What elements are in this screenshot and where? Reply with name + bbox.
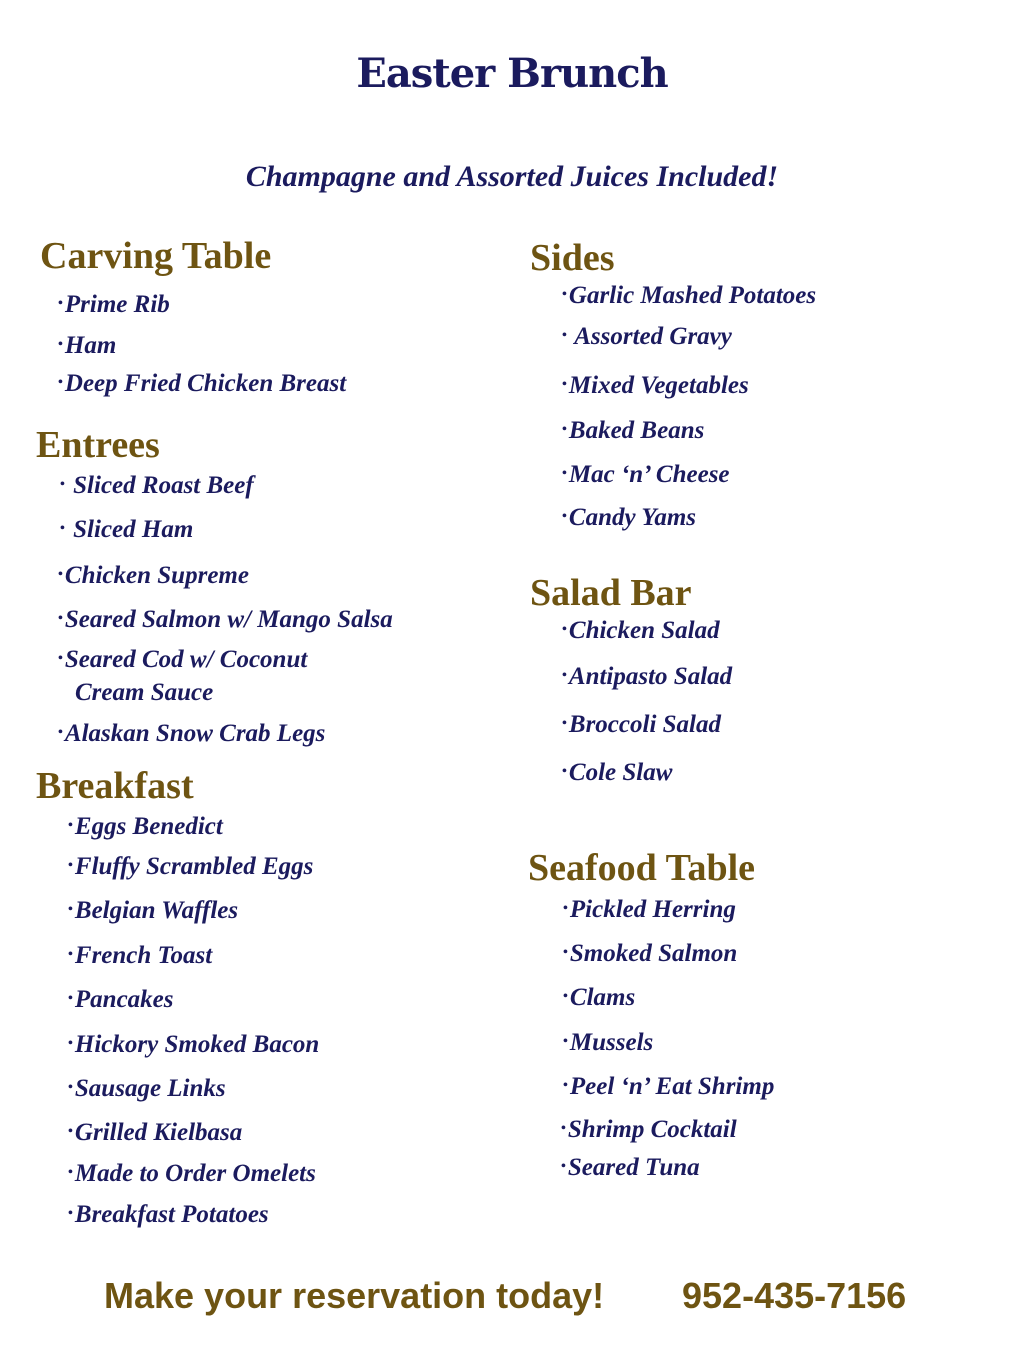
heading-breakfast: Breakfast bbox=[36, 765, 194, 807]
heading-entrees: Entrees bbox=[36, 424, 160, 466]
menu-item bbox=[562, 707, 721, 742]
menu-item-label: Chicken Supreme bbox=[64, 562, 249, 589]
menu-item bbox=[58, 642, 307, 677]
menu-item bbox=[561, 1112, 737, 1147]
bullet: • bbox=[68, 1080, 73, 1095]
menu-item bbox=[563, 1069, 774, 1104]
bullet: • bbox=[562, 287, 567, 302]
bullet: • bbox=[563, 1078, 568, 1093]
menu-item-label: Grilled Kielbasa bbox=[74, 1119, 243, 1146]
menu-item-label: Pancakes bbox=[74, 986, 174, 1013]
menu-item-label: Alaskan Snow Crab Legs bbox=[64, 720, 326, 747]
menu-item-label: Made to Order Omelets bbox=[74, 1160, 316, 1187]
menu-item-label: Mixed Vegetables bbox=[568, 372, 749, 399]
menu-item bbox=[562, 278, 816, 313]
page-subtitle: Champagne and Assorted Juices Included! bbox=[245, 160, 779, 193]
bullet: • bbox=[562, 668, 567, 683]
bullet: • bbox=[68, 1165, 73, 1180]
menu-item-label: Hickory Smoked Bacon bbox=[74, 1031, 320, 1058]
menu-item bbox=[68, 1027, 319, 1062]
bullet: • bbox=[68, 818, 73, 833]
bullet: • bbox=[58, 296, 63, 311]
menu-item-label: Prime Rib bbox=[64, 291, 170, 318]
menu-item-label: Eggs Benedict bbox=[74, 813, 223, 840]
bullet: • bbox=[58, 375, 63, 390]
bullet: • bbox=[58, 567, 63, 582]
menu-item bbox=[60, 512, 193, 547]
menu-item-label: Mac ‘n’ Cheese bbox=[568, 461, 730, 488]
menu-item bbox=[58, 716, 325, 751]
menu-item bbox=[58, 328, 116, 363]
menu-item-label: Seared Salmon w/ Mango Salsa bbox=[64, 606, 393, 633]
bullet: • bbox=[563, 1034, 568, 1049]
bullet: • bbox=[58, 611, 63, 626]
phone-number: 952-435-7156 bbox=[682, 1275, 907, 1316]
menu-item-label: Breakfast Potatoes bbox=[74, 1201, 269, 1228]
bullet: • bbox=[562, 622, 567, 637]
bullet: • bbox=[58, 651, 63, 666]
menu-item-label: Candy Yams bbox=[568, 504, 697, 531]
menu-item bbox=[563, 892, 736, 927]
menu-item-label: Shrimp Cocktail bbox=[567, 1116, 737, 1143]
menu-item-label: French Toast bbox=[74, 942, 213, 969]
heading-sides: Sides bbox=[530, 237, 615, 279]
menu-item bbox=[68, 1071, 226, 1106]
bullet: • bbox=[562, 422, 567, 437]
menu-item bbox=[68, 849, 313, 884]
menu-item bbox=[563, 936, 737, 971]
bullet: • bbox=[58, 337, 63, 352]
menu-item-label: Antipasto Salad bbox=[568, 663, 733, 690]
menu-item-label: Baked Beans bbox=[568, 417, 705, 444]
bullet: • bbox=[68, 858, 73, 873]
menu-item-label: Fluffy Scrambled Eggs bbox=[74, 853, 314, 880]
bullet: • bbox=[563, 989, 568, 1004]
bullet: • bbox=[68, 1206, 73, 1221]
menu-item bbox=[68, 938, 212, 973]
menu-item-label: Sliced Roast Beef bbox=[73, 472, 254, 499]
bullet: • bbox=[562, 466, 567, 481]
menu-item-label: Chicken Salad bbox=[568, 617, 720, 644]
menu-item bbox=[563, 980, 635, 1015]
heading-salad-bar: Salad Bar bbox=[530, 572, 692, 614]
bullet: • bbox=[58, 725, 63, 740]
bullet: • bbox=[68, 1036, 73, 1051]
menu-item bbox=[68, 982, 174, 1017]
bullet: • bbox=[68, 991, 73, 1006]
bullet: • bbox=[60, 521, 65, 536]
menu-item bbox=[562, 413, 704, 448]
menu-item-label: Seared Cod w/ Coconut bbox=[64, 646, 308, 673]
menu-item-label: Deep Fried Chicken Breast bbox=[64, 370, 347, 397]
menu-item bbox=[60, 468, 254, 503]
menu-item bbox=[561, 1150, 700, 1185]
menu-item-label: Clams bbox=[569, 984, 636, 1011]
bullet: • bbox=[68, 1124, 73, 1139]
bullet: • bbox=[561, 1121, 566, 1136]
bullet: • bbox=[563, 945, 568, 960]
bullet: • bbox=[60, 477, 65, 492]
menu-item bbox=[68, 1115, 242, 1150]
bullet: • bbox=[562, 328, 567, 343]
menu-item-label: Sausage Links bbox=[74, 1075, 226, 1102]
menu-item-label: Mussels bbox=[569, 1029, 654, 1056]
menu-item-label: Sliced Ham bbox=[73, 516, 194, 543]
menu-item bbox=[68, 893, 238, 928]
menu-item-label: Peel ‘n’ Eat Shrimp bbox=[569, 1073, 775, 1100]
menu-item bbox=[562, 457, 730, 492]
menu-item bbox=[563, 1025, 653, 1060]
menu-item bbox=[68, 1197, 269, 1232]
menu-item bbox=[562, 319, 732, 354]
menu-item-label: Belgian Waffles bbox=[74, 897, 239, 924]
bullet: • bbox=[562, 716, 567, 731]
menu-item bbox=[562, 755, 672, 790]
bullet: • bbox=[562, 377, 567, 392]
menu-item-label: Cole Slaw bbox=[568, 759, 673, 786]
heading-seafood-table: Seafood Table bbox=[528, 847, 756, 889]
bullet: • bbox=[563, 901, 568, 916]
page-title: Easter Brunch bbox=[356, 50, 668, 97]
heading-carving-table: Carving Table bbox=[40, 235, 272, 277]
menu-item bbox=[68, 1156, 316, 1191]
menu-item bbox=[562, 613, 720, 648]
bullet: • bbox=[562, 764, 567, 779]
bullet: • bbox=[561, 1159, 566, 1174]
bullet: • bbox=[68, 947, 73, 962]
menu-item-continuation: Cream Sauce bbox=[75, 679, 214, 706]
menu-item bbox=[58, 602, 393, 637]
reservation-text: Make your reservation today! bbox=[104, 1275, 605, 1316]
menu-item-label: Seared Tuna bbox=[567, 1154, 700, 1181]
menu-item bbox=[68, 809, 223, 844]
menu-item bbox=[562, 500, 696, 535]
bullet: • bbox=[562, 509, 567, 524]
menu-item bbox=[562, 659, 732, 694]
menu-item-label: Assorted Gravy bbox=[574, 323, 732, 350]
menu-item bbox=[562, 368, 749, 403]
menu-item-label: Pickled Herring bbox=[569, 896, 736, 923]
menu-item-label: Smoked Salmon bbox=[569, 940, 738, 967]
menu-item-label: Broccoli Salad bbox=[568, 711, 721, 738]
menu-item bbox=[58, 558, 249, 593]
menu-item bbox=[58, 366, 346, 401]
menu-item-label: Ham bbox=[64, 332, 117, 359]
bullet: • bbox=[68, 902, 73, 917]
menu-item bbox=[58, 287, 170, 322]
menu-item-label: Garlic Mashed Potatoes bbox=[568, 282, 817, 309]
